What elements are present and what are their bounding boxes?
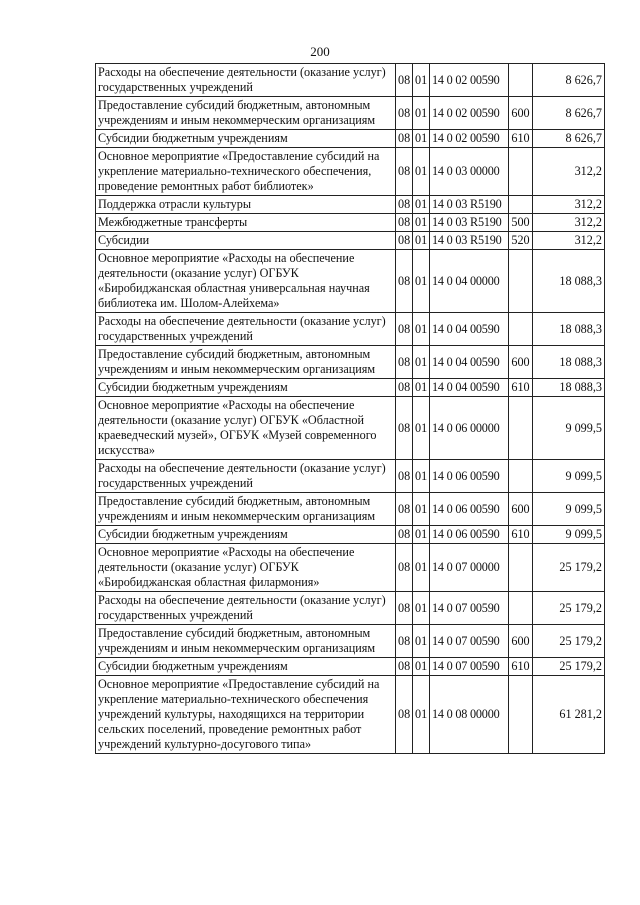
row-subsection-code: 01: [413, 346, 430, 379]
row-name-cell: Субсидии бюджетным учреждениям: [96, 658, 396, 676]
row-subsection-code: 01: [413, 64, 430, 97]
table-row: [96, 148, 605, 196]
row-subsection-code: 01: [413, 379, 430, 397]
row-amount: 18 088,3: [533, 379, 605, 397]
row-subsection-code: 01: [413, 460, 430, 493]
table-row: [96, 676, 605, 754]
table-row: [96, 232, 605, 250]
row-expense-type-code: 610: [509, 379, 533, 397]
row-subsection-code: 01: [413, 658, 430, 676]
row-target-article-code: 14 0 03 R5190: [430, 232, 509, 250]
row-target-article-code: 14 0 02 00590: [430, 97, 509, 130]
row-name-cell: Субсидии бюджетным учреждениям: [96, 379, 396, 397]
row-amount: 25 179,2: [533, 544, 605, 592]
table-row: [96, 592, 605, 625]
row-subsection-code: 01: [413, 544, 430, 592]
row-expense-type-code: [509, 676, 533, 754]
row-target-article-code: 14 0 06 00000: [430, 397, 509, 460]
page-number: 200: [310, 44, 330, 59]
row-expense-type-code: [509, 460, 533, 493]
row-name-cell: Поддержка отрасли культуры: [96, 196, 396, 214]
row-target-article-code: 14 0 06 00590: [430, 526, 509, 544]
row-target-article-code: 14 0 03 R5190: [430, 196, 509, 214]
row-name-cell: Субсидии бюджетным учреждениям: [96, 526, 396, 544]
table-row: [96, 214, 605, 232]
row-expense-type-code: [509, 196, 533, 214]
table-row: [96, 379, 605, 397]
row-subsection-code: 01: [413, 232, 430, 250]
row-amount: 9 099,5: [533, 460, 605, 493]
row-amount: 25 179,2: [533, 658, 605, 676]
row-section-code: 08: [396, 313, 413, 346]
row-section-code: 08: [396, 493, 413, 526]
row-amount: 312,2: [533, 196, 605, 214]
budget-table-body: [96, 64, 605, 754]
row-section-code: 08: [396, 130, 413, 148]
row-expense-type-code: [509, 544, 533, 592]
row-expense-type-code: 600: [509, 625, 533, 658]
row-target-article-code: 14 0 06 00590: [430, 493, 509, 526]
table-row: [96, 397, 605, 460]
row-amount: 312,2: [533, 148, 605, 196]
row-section-code: 08: [396, 544, 413, 592]
row-amount: 8 626,7: [533, 64, 605, 97]
row-subsection-code: 01: [413, 196, 430, 214]
row-section-code: 08: [396, 379, 413, 397]
table-row: [96, 313, 605, 346]
row-target-article-code: 14 0 04 00590: [430, 313, 509, 346]
row-name-cell: Основное мероприятие «Расходы на обеспечение деятельности (оказание услуг) ОГБУК «Биробиджанская областная филармония»: [96, 544, 396, 592]
table-row: [96, 64, 605, 97]
row-section-code: 08: [396, 592, 413, 625]
row-name-cell: Расходы на обеспечение деятельности (оказание услуг) государственных учреждений: [96, 64, 396, 97]
table-row: [96, 493, 605, 526]
row-target-article-code: 14 0 06 00590: [430, 460, 509, 493]
row-subsection-code: 01: [413, 526, 430, 544]
row-amount: 18 088,3: [533, 250, 605, 313]
row-subsection-code: 01: [413, 97, 430, 130]
row-name-cell: Основное мероприятие «Расходы на обеспечение деятельности (оказание услуг) ОГБУК «Областной краеведческий музей», ОГБУК «Музей современного искусства»: [96, 397, 396, 460]
row-target-article-code: 14 0 07 00590: [430, 625, 509, 658]
budget-table: [95, 63, 605, 754]
row-section-code: 08: [396, 148, 413, 196]
table-row: [96, 544, 605, 592]
table-row: [96, 250, 605, 313]
table-row: [96, 658, 605, 676]
row-section-code: 08: [396, 658, 413, 676]
row-target-article-code: 14 0 03 00000: [430, 148, 509, 196]
row-section-code: 08: [396, 250, 413, 313]
row-subsection-code: 01: [413, 493, 430, 526]
row-target-article-code: 14 0 07 00590: [430, 658, 509, 676]
row-subsection-code: 01: [413, 148, 430, 196]
row-section-code: 08: [396, 97, 413, 130]
row-expense-type-code: [509, 64, 533, 97]
row-expense-type-code: 610: [509, 658, 533, 676]
row-name-cell: Предоставление субсидий бюджетным, автономным учреждениям и иным некоммерческим организациям: [96, 97, 396, 130]
row-amount: 61 281,2: [533, 676, 605, 754]
row-amount: 9 099,5: [533, 397, 605, 460]
table-row: [96, 97, 605, 130]
row-name-cell: Предоставление субсидий бюджетным, автономным учреждениям и иным некоммерческим организациям: [96, 346, 396, 379]
row-subsection-code: 01: [413, 214, 430, 232]
row-subsection-code: 01: [413, 625, 430, 658]
row-target-article-code: 14 0 08 00000: [430, 676, 509, 754]
row-expense-type-code: [509, 250, 533, 313]
row-amount: 8 626,7: [533, 97, 605, 130]
row-amount: 9 099,5: [533, 526, 605, 544]
row-expense-type-code: 500: [509, 214, 533, 232]
row-name-cell: Основное мероприятие «Расходы на обеспечение деятельности (оказание услуг) ОГБУК «Биробиджанская областная универсальная научная библиотека им. Шолом-Алейхема»: [96, 250, 396, 313]
row-section-code: 08: [396, 346, 413, 379]
row-subsection-code: 01: [413, 676, 430, 754]
row-section-code: 08: [396, 460, 413, 493]
row-subsection-code: 01: [413, 130, 430, 148]
row-section-code: 08: [396, 676, 413, 754]
row-amount: 312,2: [533, 232, 605, 250]
row-subsection-code: 01: [413, 250, 430, 313]
row-expense-type-code: 610: [509, 130, 533, 148]
row-expense-type-code: 600: [509, 346, 533, 379]
row-section-code: 08: [396, 64, 413, 97]
table-row: [96, 526, 605, 544]
row-section-code: 08: [396, 196, 413, 214]
row-name-cell: Расходы на обеспечение деятельности (оказание услуг) государственных учреждений: [96, 313, 396, 346]
row-amount: 312,2: [533, 214, 605, 232]
row-expense-type-code: 520: [509, 232, 533, 250]
row-target-article-code: 14 0 02 00590: [430, 64, 509, 97]
row-subsection-code: 01: [413, 397, 430, 460]
row-section-code: 08: [396, 232, 413, 250]
table-row: [96, 625, 605, 658]
row-amount: 18 088,3: [533, 346, 605, 379]
row-amount: 18 088,3: [533, 313, 605, 346]
row-name-cell: Основное мероприятие «Предоставление субсидий на укрепление материально-технического обеспечения, проведение ремонтных работ библиотек»: [96, 148, 396, 196]
row-name-cell: Межбюджетные трансферты: [96, 214, 396, 232]
row-amount: 25 179,2: [533, 625, 605, 658]
row-section-code: 08: [396, 526, 413, 544]
row-name-cell: Расходы на обеспечение деятельности (оказание услуг) государственных учреждений: [96, 592, 396, 625]
row-name-cell: Предоставление субсидий бюджетным, автономным учреждениям и иным некоммерческим организациям: [96, 625, 396, 658]
row-subsection-code: 01: [413, 313, 430, 346]
table-row: [96, 130, 605, 148]
table-row: [96, 346, 605, 379]
row-name-cell: Субсидии: [96, 232, 396, 250]
row-amount: 25 179,2: [533, 592, 605, 625]
row-expense-type-code: [509, 148, 533, 196]
row-target-article-code: 14 0 02 00590: [430, 130, 509, 148]
row-target-article-code: 14 0 07 00000: [430, 544, 509, 592]
row-target-article-code: 14 0 07 00590: [430, 592, 509, 625]
row-section-code: 08: [396, 625, 413, 658]
row-expense-type-code: 610: [509, 526, 533, 544]
row-name-cell: Основное мероприятие «Предоставление субсидий на укрепление материально-технического обеспечения учреждений культуры, находящихся на территории сельских поселений, проведение ремонтных работ учреждений культурно-досугового типа»: [96, 676, 396, 754]
row-expense-type-code: [509, 313, 533, 346]
row-expense-type-code: 600: [509, 493, 533, 526]
row-name-cell: Расходы на обеспечение деятельности (оказание услуг) государственных учреждений: [96, 460, 396, 493]
table-row: [96, 196, 605, 214]
row-name-cell: Предоставление субсидий бюджетным, автономным учреждениям и иным некоммерческим организациям: [96, 493, 396, 526]
row-expense-type-code: 600: [509, 97, 533, 130]
row-target-article-code: 14 0 03 R5190: [430, 214, 509, 232]
row-section-code: 08: [396, 397, 413, 460]
table-row: [96, 460, 605, 493]
row-amount: 9 099,5: [533, 493, 605, 526]
row-target-article-code: 14 0 04 00000: [430, 250, 509, 313]
row-name-cell: Субсидии бюджетным учреждениям: [96, 130, 396, 148]
row-target-article-code: 14 0 04 00590: [430, 379, 509, 397]
row-amount: 8 626,7: [533, 130, 605, 148]
row-expense-type-code: [509, 592, 533, 625]
row-expense-type-code: [509, 397, 533, 460]
row-target-article-code: 14 0 04 00590: [430, 346, 509, 379]
row-section-code: 08: [396, 214, 413, 232]
row-subsection-code: 01: [413, 592, 430, 625]
